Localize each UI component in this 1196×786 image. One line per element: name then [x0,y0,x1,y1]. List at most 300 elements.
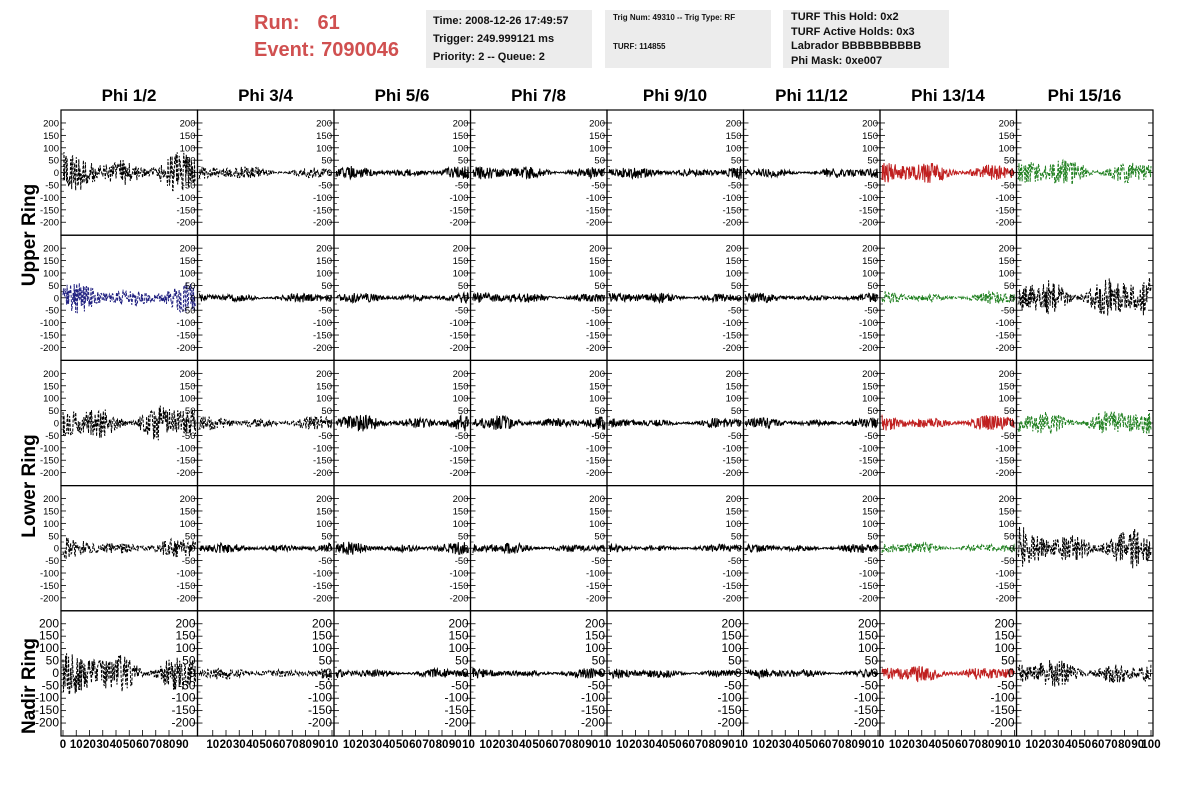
y-tick-label: -150 [858,580,878,592]
y-tick-label: -150 [995,330,1015,342]
x-tick-label: 90 [448,739,462,751]
x-tick-label: 80 [708,739,722,751]
y-tick-label: 200 [998,368,1015,380]
y-tick-label: -200 [312,217,332,229]
turf-active-text: TURF Active Holds: 0x3 [791,25,915,38]
x-tick-label: 40 [655,739,669,751]
y-tick-label: 0 [53,293,59,305]
x-tick-label: 0 [59,739,67,751]
y-tick-label: 150 [43,381,59,393]
y-tick-label: 0 [52,665,59,680]
waveform-trace [882,292,1015,304]
y-tick-label: 100 [862,518,878,530]
y-tick-label: -150 [171,703,196,718]
y-tick-label: 100 [179,518,196,530]
panel-r2-c3 [313,235,471,360]
panel-r1-c2 [176,110,334,235]
y-tick-label: 50 [730,155,742,167]
waveform-trace [336,542,469,555]
x-tick-label: 40 [519,739,532,751]
y-tick-label: -50 [454,430,469,442]
y-tick-label: -100 [39,318,59,330]
x-tick-label: 30 [1051,739,1065,751]
y-tick-label: -50 [864,305,878,317]
panel-r2-c2 [176,235,334,360]
y-tick-label: -200 [39,217,59,229]
y-tick-label: 50 [48,280,59,292]
y-tick-label: 150 [452,130,469,142]
y-tick-label: -200 [722,593,742,605]
y-tick-label: -200 [858,342,878,354]
y-tick-label: 150 [725,256,742,268]
y-tick-label: 150 [721,628,742,643]
y-tick-label: 150 [589,506,605,518]
waveform-trace [882,163,1015,183]
column-title-6: Phi 11/12 [775,86,848,105]
y-tick-label: 50 [730,531,742,543]
y-tick-label: -200 [449,468,469,480]
y-tick-label: 100 [862,393,878,405]
y-tick-label: -100 [312,318,332,330]
x-tick-label: 20 [629,739,642,751]
y-tick-label: -100 [39,443,59,455]
event-label: Event: [254,39,316,61]
y-tick-label: -100 [858,318,878,330]
y-tick-label: 0 [872,168,878,180]
x-tick-label: 30 [778,739,792,751]
y-tick-label: 0 [326,418,332,430]
y-tick-label: -50 [591,180,605,192]
y-tick-label: -200 [312,468,332,480]
y-tick-label: -150 [39,580,59,592]
y-tick-label: 100 [589,393,605,405]
y-tick-label: 100 [725,393,742,405]
y-tick-label: -100 [995,443,1015,455]
y-tick-label: 200 [316,243,332,255]
y-tick-label: 0 [599,418,605,430]
waveform-trace [336,669,469,678]
y-tick-label: 150 [316,506,332,518]
y-tick-label: -100 [853,690,878,705]
y-tick-label: 50 [594,280,605,292]
y-tick-label: -50 [181,430,196,442]
y-tick-label: 0 [736,168,742,180]
y-tick-label: 200 [994,616,1015,631]
waveform-trace [473,416,606,430]
x-tick-label: 70 [968,739,982,751]
y-tick-label: 150 [725,506,742,518]
y-tick-label: 200 [589,368,605,380]
y-tick-label: 200 [589,118,605,130]
y-tick-label: -50 [181,180,196,192]
y-tick-label: 100 [452,268,469,280]
y-tick-label: 0 [599,168,605,180]
y-tick-label: 100 [43,393,59,405]
x-tick-label: 70 [695,739,709,751]
y-tick-label: 50 [730,406,742,418]
panel-r3-c6 [722,360,880,485]
y-tick-label: -150 [585,330,605,342]
y-tick-label: 50 [457,155,469,167]
y-tick-label: 50 [864,653,878,668]
y-tick-label: 0 [463,293,469,305]
y-tick-label: -150 [312,330,332,342]
y-tick-label: 100 [179,268,196,280]
column-title-7: Phi 13/14 [911,86,985,105]
waveform-trace [336,166,469,179]
y-tick-label: 50 [321,531,332,543]
panel-r4-c8 [995,486,1153,611]
y-tick-label: 150 [857,628,878,643]
y-tick-label: 200 [43,494,59,506]
panel-r1-c3 [313,110,471,235]
y-tick-label: 0 [188,665,196,680]
y-tick-label: -50 [45,430,59,442]
y-tick-label: 50 [321,280,332,292]
y-tick-label: -150 [717,703,742,718]
y-tick-label: 200 [316,368,332,380]
y-tick-label: 200 [725,494,742,506]
x-tick-label: 20 [83,739,96,751]
y-tick-label: 0 [190,168,196,180]
waveform-trace [1019,160,1152,184]
y-tick-label: -200 [176,593,196,605]
y-tick-label: 200 [448,616,469,631]
ring-label-2: Lower Ring [19,434,40,538]
y-tick-label: 100 [448,641,469,656]
x-tick-label: 50 [259,739,273,751]
column-title-8: Phi 15/16 [1047,86,1122,105]
y-tick-label: -50 [587,678,605,693]
waveform-trace [746,418,879,428]
y-tick-label: -50 [864,180,878,192]
y-tick-label: 200 [179,368,196,380]
x-tick-label: 100 [1141,739,1161,751]
y-tick-label: -200 [585,468,605,480]
y-tick-label: 200 [179,494,196,506]
x-tick-label: 70 [149,739,163,751]
y-tick-label: -150 [449,455,469,467]
y-tick-label: 0 [1009,293,1015,305]
y-tick-label: 50 [1003,155,1015,167]
y-tick-label: -50 [318,305,332,317]
y-tick-label: -50 [591,305,605,317]
y-tick-label: 150 [862,256,878,268]
y-tick-label: -50 [178,678,196,693]
y-tick-label: 0 [599,293,605,305]
y-tick-label: 200 [857,616,878,631]
waveform-trace [200,669,333,680]
y-tick-label: -150 [858,330,878,342]
waveform-trace [336,415,469,431]
y-tick-label: -50 [318,180,332,192]
y-tick-label: -50 [181,556,196,568]
x-tick-label: 90 [721,739,735,751]
y-tick-label: -100 [995,568,1015,580]
y-tick-label: -200 [585,217,605,229]
x-tick-label: 60 [272,739,286,751]
x-tick-label: 90 [994,739,1008,751]
y-tick-label: 150 [43,506,59,518]
x-tick-label: 20 [902,739,915,751]
x-tick-label: 10 [462,739,475,751]
panel-r4-c2 [176,486,334,611]
x-tick-label: 10 [615,739,629,751]
y-tick-label: 200 [311,616,332,631]
x-tick-label: 50 [395,739,409,751]
y-tick-label: 50 [45,653,59,668]
y-tick-label: -200 [722,342,742,354]
x-tick-label: 80 [572,739,585,751]
x-tick-label: 90 [175,739,189,751]
y-tick-label: -100 [722,443,742,455]
x-tick-label: 40 [928,739,942,751]
waveform-trace [336,293,469,303]
y-tick-label: 150 [589,130,605,142]
y-tick-label: 0 [190,293,196,305]
y-tick-label: 0 [463,543,469,555]
y-tick-label: -100 [312,443,332,455]
y-tick-label: -100 [585,192,605,204]
column-title-4: Phi 7/8 [511,86,566,105]
x-tick-label: 40 [382,739,396,751]
panel-r1-c7 [859,110,1017,235]
y-tick-label: -100 [176,443,196,455]
y-tick-label: -100 [585,443,605,455]
y-tick-label: -150 [176,205,196,217]
y-tick-label: 100 [43,268,59,280]
x-tick-label: 70 [1104,739,1118,751]
y-tick-label: -200 [312,593,332,605]
x-tick-label: 70 [422,739,436,751]
y-tick-label: -150 [853,703,878,718]
y-tick-label: -50 [454,180,469,192]
trigger-text: Trigger: 249.999121 ms [433,33,555,45]
phi-mask-text: Phi Mask: 0xe007 [791,54,883,67]
panel-r1-c4 [449,110,607,235]
x-tick-label: 20 [492,739,506,751]
y-tick-label: 0 [190,543,196,555]
x-tick-label: 80 [435,739,449,751]
x-tick-label: 90 [858,739,872,751]
y-tick-label: 200 [175,616,196,631]
column-title-5: Phi 9/10 [642,86,708,105]
y-tick-label: -50 [45,180,59,192]
panel-r4-c3 [313,486,471,611]
y-tick-label: -200 [307,715,332,730]
y-tick-label: 200 [862,243,878,255]
y-tick-label: -50 [451,678,469,693]
y-tick-label: -100 [990,690,1015,705]
y-tick-label: -150 [39,330,59,342]
y-tick-label: 100 [38,641,59,656]
y-tick-label: 150 [43,130,59,142]
panel-r4-c4 [449,486,607,611]
y-tick-label: 50 [1003,531,1015,543]
y-tick-label: 100 [316,518,332,530]
x-tick-label: 80 [845,739,858,751]
y-tick-label: 150 [994,628,1015,643]
waveform-trace [473,293,606,303]
waveform-trace [200,543,333,553]
y-tick-label: 200 [452,368,469,380]
panel-r3-c1 [40,360,198,485]
y-tick-label: -200 [449,217,469,229]
y-tick-label: 100 [179,393,196,405]
waveform-trace [609,166,742,179]
y-tick-label: -150 [449,580,469,592]
y-tick-label: -50 [41,678,59,693]
y-tick-label: -150 [176,455,196,467]
y-tick-label: 100 [589,268,605,280]
panel-r1-c5 [586,110,744,235]
y-tick-label: -100 [717,690,742,705]
y-tick-label: 50 [1001,653,1015,668]
y-tick-label: -50 [997,678,1015,693]
y-tick-label: -150 [995,205,1015,217]
y-tick-label: -50 [1000,556,1015,568]
y-tick-label: 200 [179,243,196,255]
waveform-trace [746,544,879,553]
y-tick-label: 100 [316,393,332,405]
panel-r3-c2 [176,360,334,485]
time-text: Time: 2008-12-26 17:49:57 [433,15,569,27]
y-tick-label: 100 [43,518,59,530]
x-tick-label: 60 [955,739,968,751]
y-tick-label: 150 [38,628,59,643]
y-tick-label: -150 [312,205,332,217]
y-tick-label: 50 [867,531,878,543]
waveform-trace [746,669,879,678]
x-tick-label: 30 [642,739,656,751]
ring-label-3: Nadir Ring [19,637,40,735]
y-tick-label: 0 [872,293,878,305]
x-tick-label: 60 [409,739,422,751]
y-tick-label: -200 [176,217,196,229]
y-tick-label: -200 [34,715,59,730]
y-tick-label: 0 [734,665,742,680]
y-tick-label: -150 [858,455,878,467]
waveform-trace [1019,411,1152,433]
y-tick-label: -100 [449,568,469,580]
y-tick-label: 100 [994,641,1015,656]
x-tick-label: 10 [735,739,748,751]
y-tick-label: 0 [463,418,469,430]
panel-r2-c7 [859,235,1017,360]
y-tick-label: 50 [1003,406,1015,418]
y-tick-label: -150 [858,205,878,217]
y-tick-label: 100 [857,641,878,656]
y-tick-label: 150 [316,381,332,393]
waveform-trace [63,152,196,191]
y-tick-label: 50 [48,155,59,167]
y-tick-label: 100 [998,518,1015,530]
waveform-trace [63,406,196,441]
y-tick-label: -50 [45,305,59,317]
y-tick-label: -150 [585,205,605,217]
x-tick-label: 90 [312,739,326,751]
labrador-text: Labrador BBBBBBBBBB [791,40,922,52]
y-tick-label: -150 [449,330,469,342]
y-tick-label: 200 [43,368,59,380]
y-tick-label: 150 [998,381,1015,393]
y-tick-label: -200 [858,468,878,480]
y-tick-label: -100 [722,318,742,330]
y-tick-label: -100 [449,318,469,330]
waveform-trace [200,416,333,430]
y-tick-label: 200 [862,494,878,506]
y-tick-label: 150 [725,130,742,142]
x-tick-label: 10 [69,739,83,751]
y-tick-label: -150 [995,580,1015,592]
x-tick-label: 50 [532,739,546,751]
x-tick-label: 20 [356,739,369,751]
y-tick-label: -200 [312,342,332,354]
waveform-trace [609,418,742,427]
y-tick-label: 0 [1009,418,1015,430]
x-tick-label: 10 [888,739,902,751]
x-tick-label: 40 [109,739,123,751]
panel-r2-c4 [449,235,607,360]
x-tick-label: 20 [765,739,779,751]
y-tick-label: 200 [725,243,742,255]
x-tick-label: 10 [325,739,339,751]
y-tick-label: -100 [585,568,605,580]
waveform-trace [1019,660,1152,686]
y-tick-label: 50 [184,155,196,167]
y-tick-label: 50 [48,531,59,543]
y-tick-label: 50 [591,653,605,668]
y-tick-label: 0 [53,543,59,555]
waveform-trace [882,415,1015,431]
x-tick-label: 10 [598,739,612,751]
y-tick-label: -150 [312,455,332,467]
waveform-trace [200,293,333,305]
y-tick-label: 100 [862,143,878,155]
y-tick-label: 200 [998,118,1015,130]
x-tick-label: 60 [1091,739,1105,751]
y-tick-label: -150 [176,580,196,592]
x-tick-label: 50 [941,739,955,751]
y-tick-label: 50 [730,280,742,292]
y-tick-label: 50 [182,653,196,668]
waveform-trace [473,167,606,180]
y-tick-label: -50 [318,556,332,568]
y-tick-label: 150 [862,506,878,518]
panel-r3-c8 [995,360,1153,485]
y-tick-label: 200 [862,118,878,130]
y-tick-label: 150 [43,256,59,268]
y-tick-label: -100 [39,192,59,204]
y-tick-label: 150 [311,628,332,643]
x-tick-label: 10 [342,739,356,751]
y-tick-label: 0 [463,168,469,180]
y-tick-label: -50 [727,430,742,442]
y-tick-label: -200 [585,593,605,605]
y-tick-label: 100 [584,641,605,656]
y-tick-label: 100 [862,268,878,280]
y-tick-label: -150 [990,703,1015,718]
y-tick-label: 100 [998,393,1015,405]
y-tick-label: 200 [589,494,605,506]
y-tick-label: 50 [321,155,332,167]
y-tick-label: -150 [34,703,59,718]
event-value: 7090046 [321,39,399,61]
y-tick-label: 100 [179,143,196,155]
y-tick-label: 50 [457,531,469,543]
priority-text: Priority: 2 -- Queue: 2 [433,51,545,63]
y-tick-label: 150 [725,381,742,393]
